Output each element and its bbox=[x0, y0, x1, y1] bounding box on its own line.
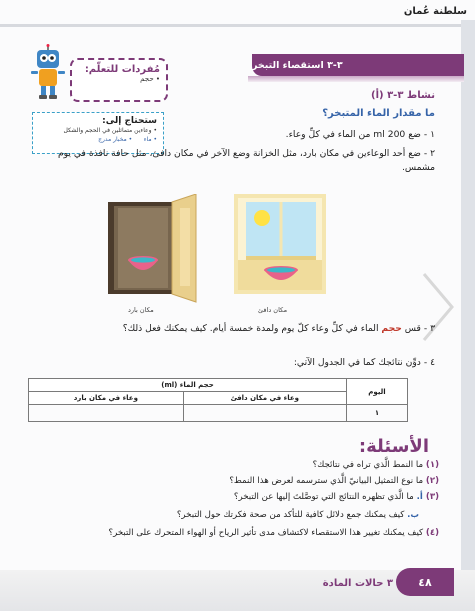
question-3b bbox=[0, 510, 419, 520]
materials-item: • وعاءين متماثلين في الحجم والشكل bbox=[63, 127, 157, 134]
chapter-title: ٣ حالات المادة bbox=[322, 578, 393, 589]
activity-question: ما مقدار الماء المتبخر؟ bbox=[322, 108, 435, 119]
results-table bbox=[28, 378, 408, 422]
step-3-text: ٣ - قس bbox=[401, 323, 435, 334]
question-number: (٢) bbox=[425, 476, 439, 486]
step-3-keyword: حجم bbox=[381, 323, 402, 334]
vocabulary-card bbox=[70, 58, 168, 102]
vocabulary-title: مُفردات للتعلّم: bbox=[84, 64, 160, 75]
section-title: ٣-٣ استقصاء التبخر bbox=[252, 54, 464, 76]
top-strip bbox=[0, 24, 475, 27]
page-number: ٤٨ bbox=[396, 568, 454, 596]
materials-item: • ماء bbox=[143, 136, 157, 143]
section-title-shadow bbox=[248, 76, 464, 82]
question-number: (٤) bbox=[425, 528, 439, 538]
question-text: ما نوع التمثيل البيانيّ الَّذي سترسمه لعرض هذا النمط؟ bbox=[229, 476, 426, 486]
brand-logo: سلطنة عُمان bbox=[403, 6, 467, 17]
step-3-text: الماء في كلِّ وعاء كلّ يوم ولمدة خمسة أيام. كيف يمكنك فعل ذلك؟ bbox=[122, 323, 382, 334]
question-sub-label: أ. bbox=[413, 492, 426, 502]
question-4 bbox=[19, 528, 439, 538]
step-4: ٤ - دوِّن نتائجك كما في الجدول الآتي: bbox=[293, 357, 435, 368]
question-text: ما النمط الَّذي تراه في نتائجك؟ bbox=[312, 460, 426, 470]
question-1 bbox=[19, 460, 439, 470]
question-3a bbox=[19, 492, 439, 502]
question-text: ما الَّذي تظهره النتائج التي توصَّلتَ إليها عن التبخر؟ bbox=[233, 492, 414, 502]
table-row bbox=[29, 405, 408, 422]
step-1: ١ - ضع 200 ml من الماء في كلِّ وعاء. bbox=[285, 129, 435, 140]
table-header-cold: وعاء في مكان بارد bbox=[29, 392, 184, 405]
window-illustration bbox=[234, 194, 326, 294]
experiment-illustration bbox=[96, 194, 336, 306]
cupboard-illustration bbox=[108, 194, 196, 302]
table-cell-cold[interactable] bbox=[29, 405, 184, 422]
table-cell-day: ١ bbox=[347, 405, 408, 422]
vocabulary-item: • حجم bbox=[140, 75, 160, 83]
question-sub-label: ب. bbox=[407, 510, 419, 520]
materials-title: ستحتاج إلى: bbox=[102, 116, 157, 126]
question-text: كيف يمكنك تغيير هذا الاستقصاء لاكتشاف مدى تأثير الرياح أو الهواء المتحرك على التبخر؟ bbox=[108, 528, 426, 538]
question-text: كيف يمكنك جمع دلائل كافية للتأكد من صحة فكرتك حول التبخر؟ bbox=[176, 510, 408, 520]
table-header-day: اليوم bbox=[347, 379, 408, 405]
question-2 bbox=[19, 476, 439, 486]
page-edge bbox=[461, 20, 475, 580]
step-3 bbox=[35, 322, 435, 336]
warm-place-caption: مكان دافئ bbox=[258, 306, 288, 314]
activity-label: نشاط ٣-٣ (أ) bbox=[371, 90, 435, 101]
questions-title: الأسئلة: bbox=[358, 436, 429, 457]
table-header-warm: وعاء في مكان دافئ bbox=[183, 392, 346, 405]
table-cell-warm[interactable] bbox=[183, 405, 346, 422]
cold-place-caption: مكان بارد bbox=[128, 306, 154, 314]
question-number: (٣) bbox=[425, 492, 439, 502]
materials-item: • مخبار مدرج bbox=[98, 136, 133, 143]
question-number: (١) bbox=[425, 460, 439, 470]
robot-mascot-icon bbox=[28, 44, 68, 102]
step-2: ٢ - ضع أحد الوعاءين في مكان بارد، مثل الخزانة وضع الآخر في مكان دافئ، مثل حافة نافذة في يوم مشمس. bbox=[57, 148, 435, 173]
table-header-volume: حجم الماء (ml) bbox=[29, 379, 347, 392]
